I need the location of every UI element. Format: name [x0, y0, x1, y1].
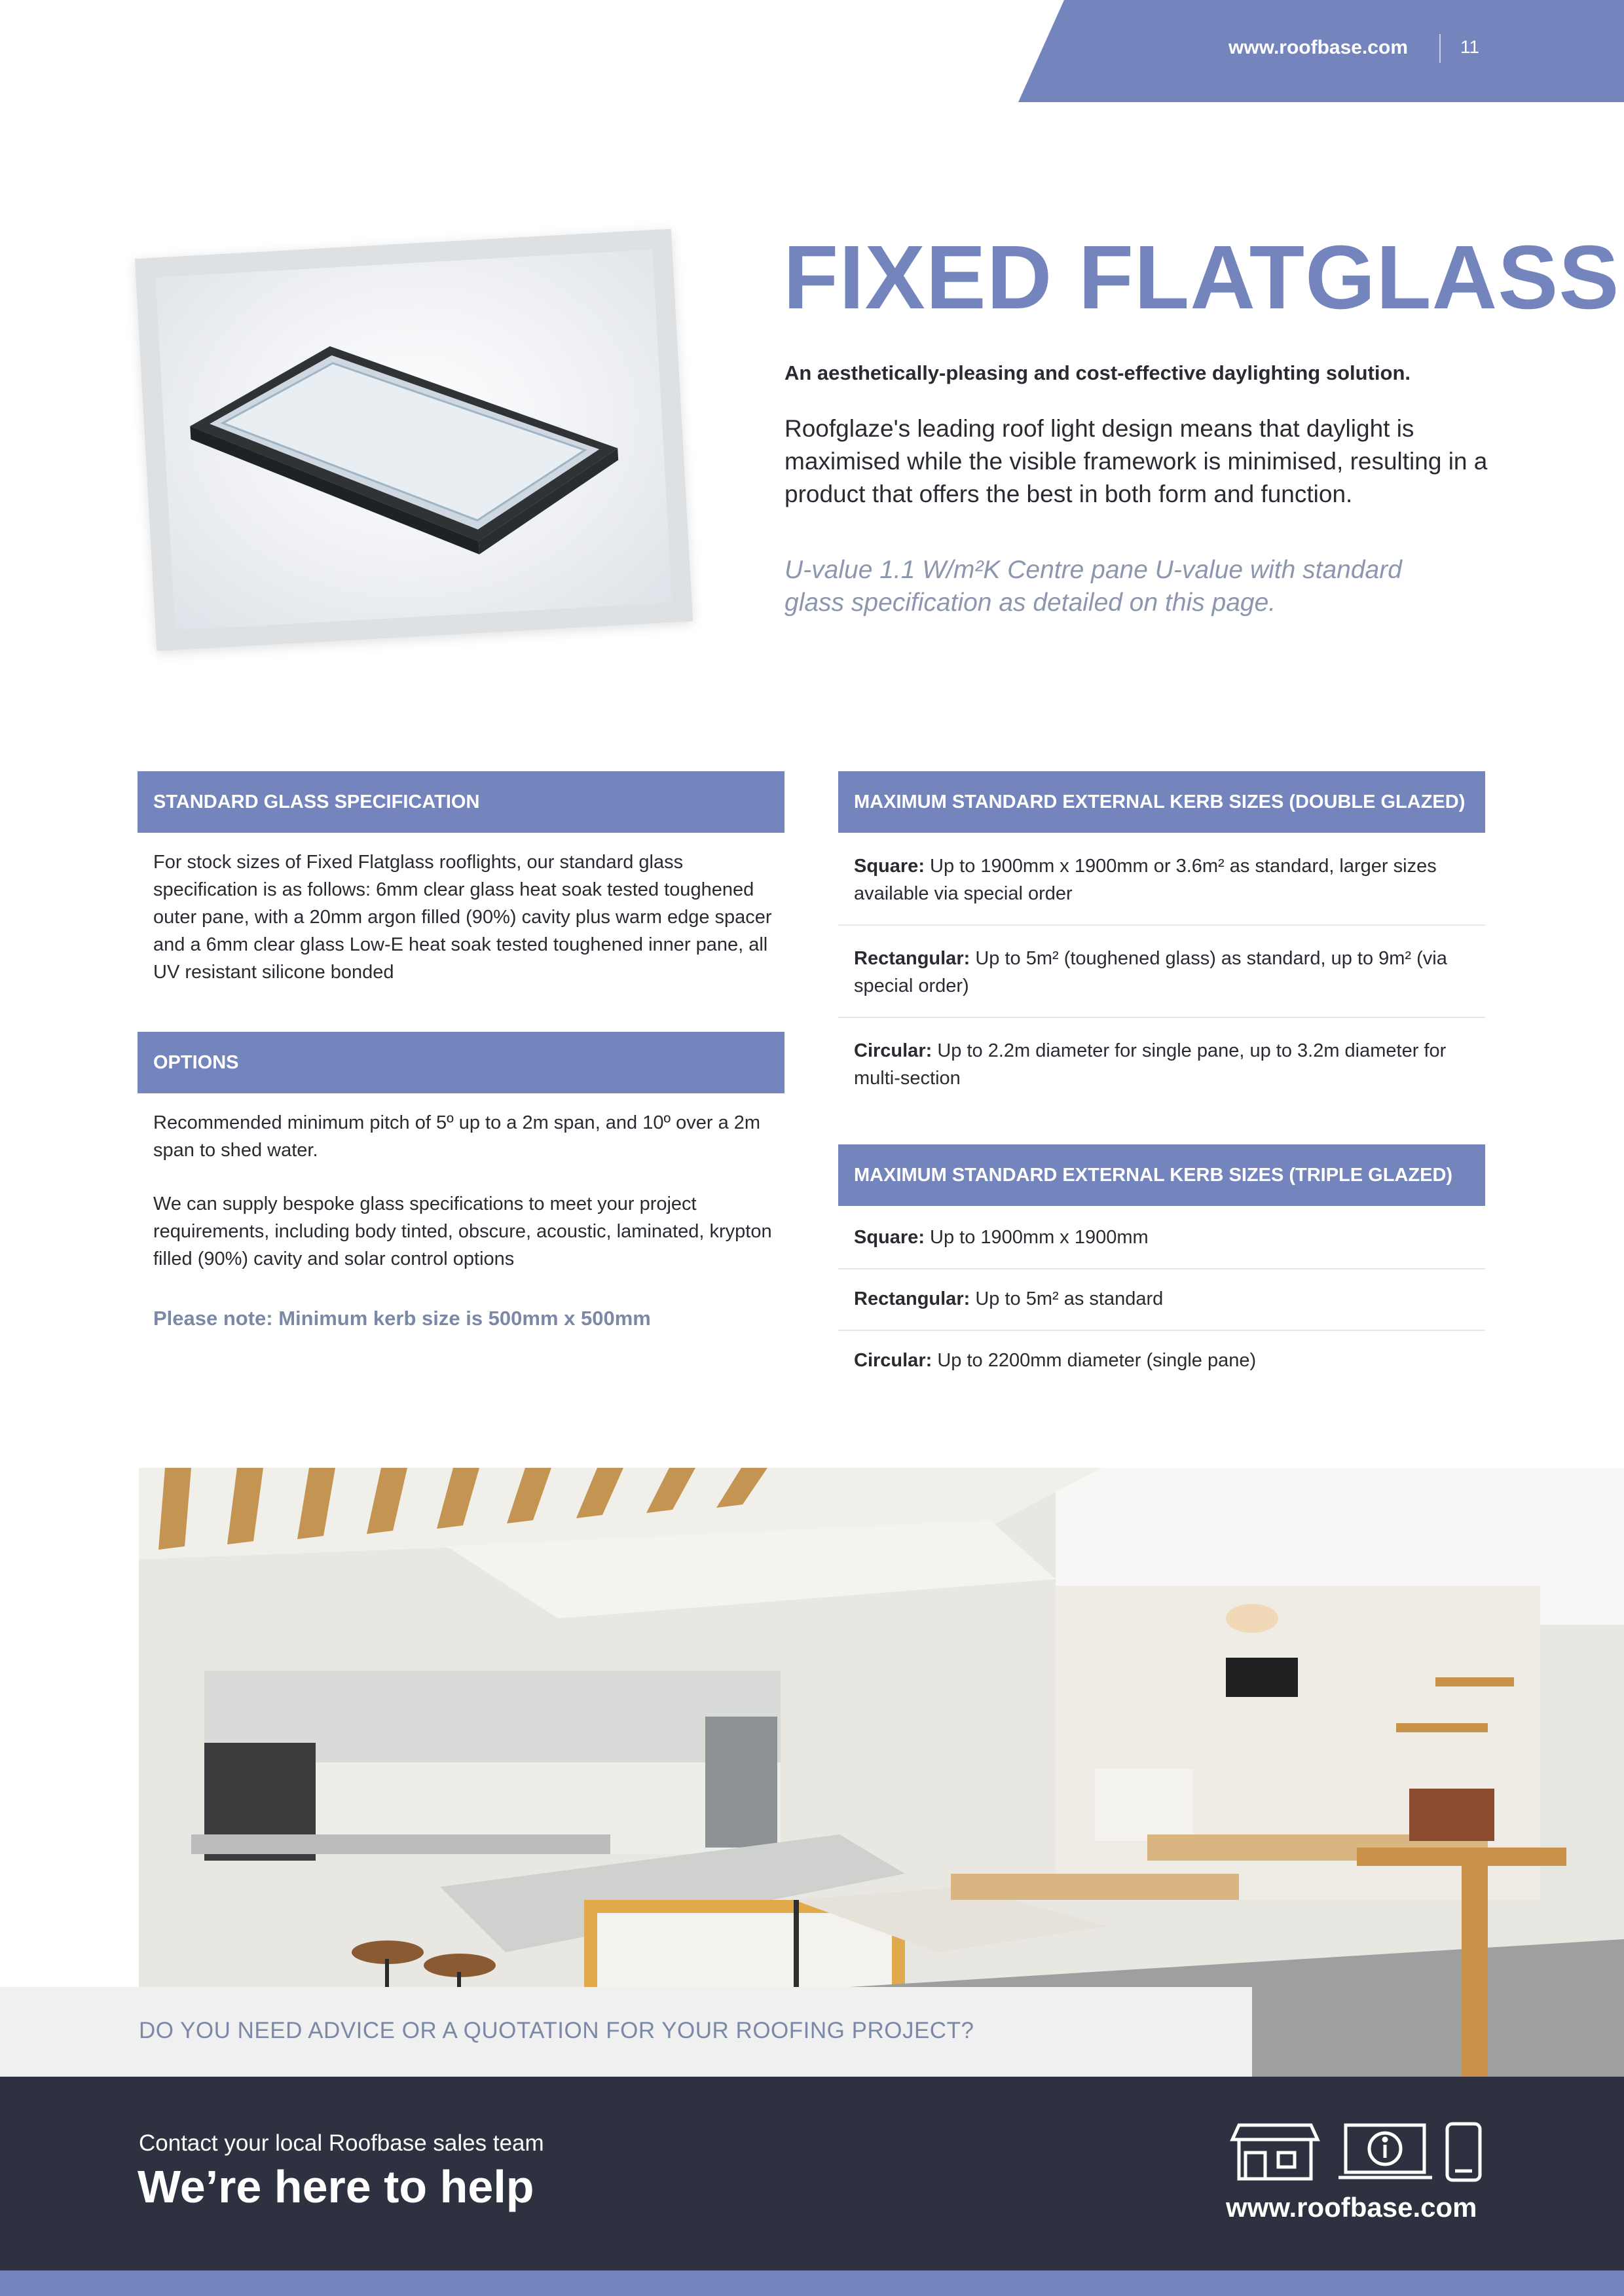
row-text: Up to 5m² (toughened glass) as standard, up to 9m² (via special order): [854, 948, 1447, 996]
footer-url[interactable]: www.roofbase.com: [1226, 2192, 1477, 2223]
store-icon: [1232, 2125, 1318, 2179]
product-tagline: An aesthetically-pleasing and cost-effective daylighting solution.: [784, 361, 1411, 384]
row-divider: [838, 1268, 1485, 1269]
triple-glazed-row-rectangular: [838, 1285, 1485, 1313]
row-label: Rectangular:: [854, 1288, 970, 1309]
u-value-text: U-value 1.1 W/m²K Centre pane U-value with standard glass specification as detailed on this page.: [784, 556, 1402, 617]
row-label: Rectangular:: [854, 948, 970, 969]
footer-icons: [1226, 2120, 1488, 2185]
triple-glazed-heading: [838, 1144, 1485, 1206]
laptop-info-icon: [1338, 2125, 1432, 2178]
row-text: Up to 2.2m diameter for single pane, up to 3.2m diameter for multi-section: [854, 1040, 1447, 1089]
options-paragraph-2: We can supply bespoke glass specifications to meet your project requirements, including body tinted, obscure, acoustic, laminated, krypton filled (90%) cavity and solar control options: [153, 1194, 772, 1269]
product-image: [135, 229, 693, 651]
triple-glazed-row-square: [838, 1224, 1485, 1251]
triple-glazed-row-circular: [838, 1347, 1485, 1374]
row-text: Up to 2200mm diameter (single pane): [937, 1350, 1257, 1371]
standard-glass-body: For stock sizes of Fixed Flatglass rooflights, our standard glass specification is as follows: 6mm clear glass heat soak tested toughened outer pane, with a 20mm argon filled (90%) cavity plus warm edge spacer and a 6mm clear glass Low-E heat soak tested toughened inner pane, all UV resistant silicone bonded: [153, 852, 772, 983]
row-text: Up to 1900mm x 1900mm: [930, 1227, 1149, 1248]
row-divider: [838, 924, 1485, 926]
footer-headline: We’re here to help: [138, 2161, 534, 2212]
page-number: 11: [1460, 37, 1480, 57]
triple-glazed-heading-label: MAXIMUM STANDARD EXTERNAL KERB SIZES (TRIPLE GLAZED): [854, 1164, 1453, 1186]
advice-question: DO YOU NEED ADVICE OR A QUOTATION FOR YOUR ROOFING PROJECT?: [139, 2018, 974, 2043]
row-label: Circular:: [854, 1350, 932, 1371]
row-label: Square:: [854, 856, 925, 877]
row-divider: [838, 1017, 1485, 1018]
header-divider: [1439, 34, 1441, 63]
double-glazed-row-rectangular: [838, 945, 1485, 1000]
footer-contact: Contact your local Roofbase sales team: [139, 2130, 544, 2156]
options-heading: [138, 1032, 784, 1093]
double-glazed-heading: [838, 771, 1485, 833]
header-url[interactable]: www.roofbase.com: [1228, 37, 1408, 58]
double-glazed-row-square: [838, 852, 1485, 907]
rooflight-illustration: [156, 249, 673, 630]
double-glazed-row-circular: [838, 1037, 1485, 1092]
double-glazed-heading-label: MAXIMUM STANDARD EXTERNAL KERB SIZES (DOUBLE GLAZED): [854, 791, 1466, 812]
row-label: Square:: [854, 1227, 925, 1248]
kerb-size-note: Please note: Minimum kerb size is 500mm x 500mm: [153, 1307, 651, 1330]
standard-glass-heading-label: STANDARD GLASS SPECIFICATION: [153, 791, 480, 812]
row-text: Up to 5m² as standard: [975, 1288, 1164, 1309]
row-divider: [838, 1330, 1485, 1331]
product-title: FIXED FLATGLASS: [783, 227, 1620, 328]
options-heading-label: OPTIONS: [153, 1051, 239, 1073]
phone-icon: [1447, 2124, 1480, 2180]
product-intro: Roofglaze's leading roof light design means that daylight is maximised while the visible framework is minimised, resulting in a product that offers the best in both form and function.: [784, 415, 1488, 507]
options-paragraph-1: Recommended minimum pitch of 5º up to a 2m span, and 10º over a 2m span to shed water.: [153, 1112, 761, 1161]
footer-accent-strip: [0, 2270, 1624, 2296]
row-text: Up to 1900mm x 1900mm or 3.6m² as standard, larger sizes available via special order: [854, 856, 1437, 904]
interior-illustration: [139, 1468, 1624, 2077]
standard-glass-heading: [138, 771, 784, 833]
kitchen-interior-photo: [139, 1468, 1624, 2077]
row-label: Circular:: [854, 1040, 932, 1061]
